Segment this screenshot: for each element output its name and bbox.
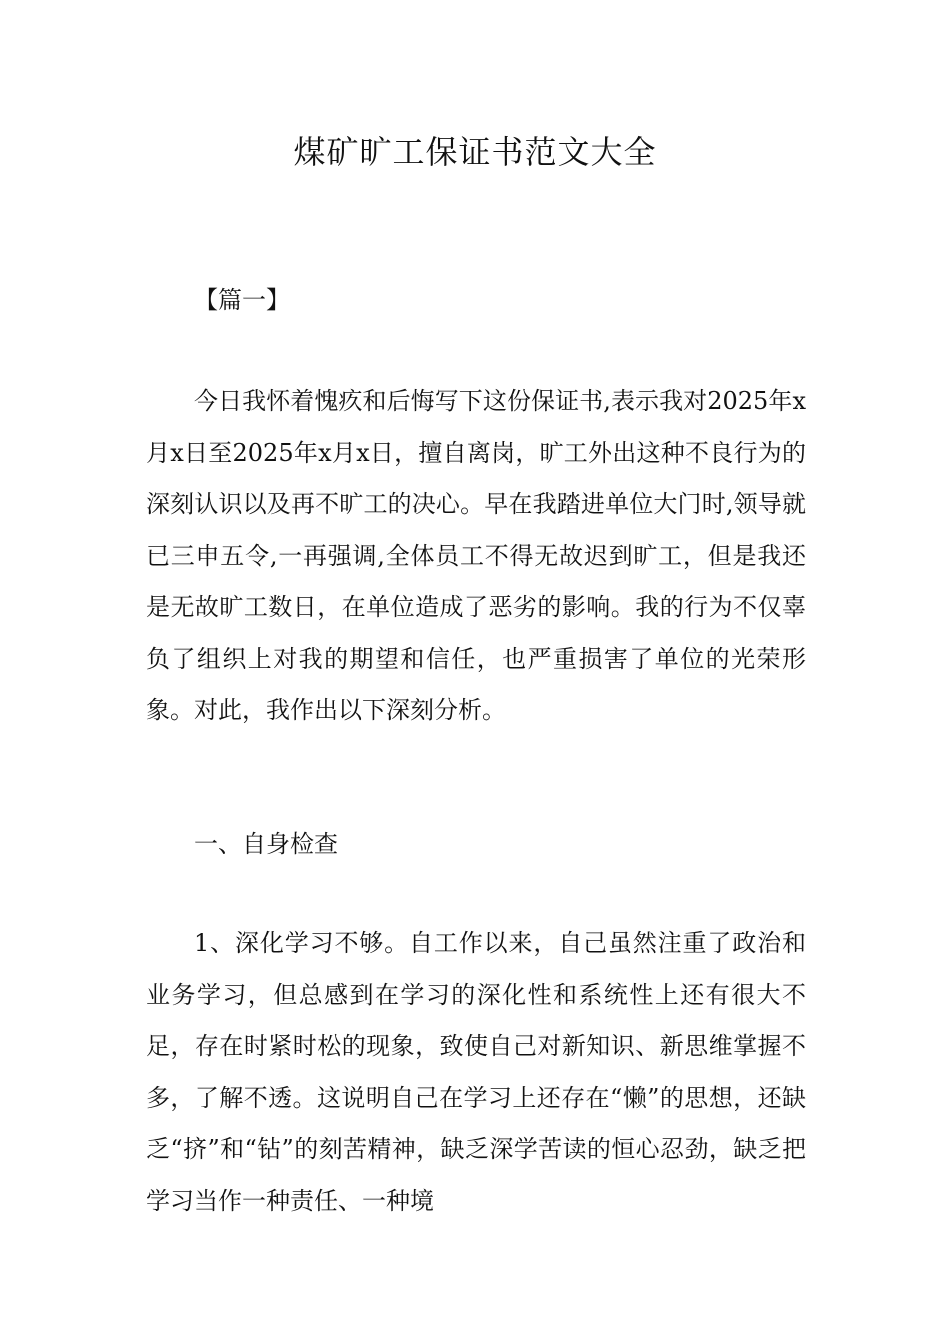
- section-label: 【篇一】: [194, 286, 290, 314]
- paragraph-intro: 今日我怀着愧疚和后悔写下这份保证书,表示我对2025年x月x日至2025年x月x日，擅自离岗，旷工外出这种不良行为的深刻认识以及再不旷工的决心。早在我踏进单位大门时,领导就已三申五令,一再强调,全体员工不得无故迟到旷工，但是我还是无故旷工数日，在单位造成了恶劣的影响。我的行为不仅辜负了组织上对我的期望和信任，也严重损害了单位的光荣形象。对此，我作出以下深刻分析。: [146, 387, 806, 724]
- section-heading-self-check: 一、自身检查: [194, 830, 338, 858]
- document-title: 煤矿旷工保证书范文大全: [293, 133, 657, 171]
- paragraph-study: 1、深化学习不够。自工作以来，自己虽然注重了政治和业务学习，但总感到在学习的深化性和系统性上还有很大不足，存在时紧时松的现象，致使自己对新知识、新思维掌握不多，了解不透。这说明自己在学习上还存在“懒”的思想，还缺乏“挤”和“钻”的刻苦精神，缺乏深学苦读的恒心忍劲，缺乏把学习当作一种责任、一种境: [146, 929, 806, 1215]
